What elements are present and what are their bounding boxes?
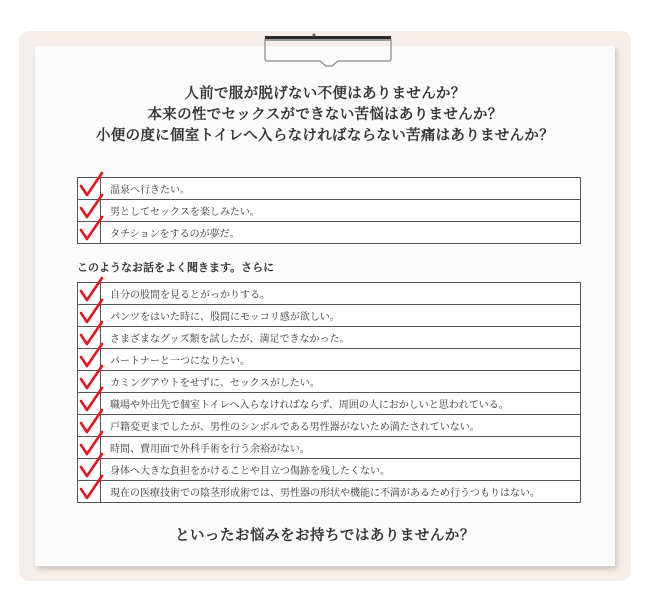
middle-text: このようなお話をよく聞きます。さらに [77,261,275,274]
clipboard-clip-icon [262,33,394,69]
list-item-text: 身体へ大きな負担をかけることや目立つ傷跡を残したくない。 [101,459,581,481]
checkmark-icon [79,216,103,242]
headline-line-2: 本来の性でセックスができない苦悩はありませんか？ [147,107,503,123]
list-item-text: パンツをはいた時に、股間にモッコリ感が欲しい。 [101,305,581,327]
list-item-text: カミングアウトをせずに、セックスがしたい。 [101,371,581,393]
list-item [78,283,581,305]
list-item [78,415,581,437]
list-item-text: タチションをするのが夢だ。 [101,222,581,244]
headline-line-1: 人前で服が脱げない不便はありませんか？ [184,86,466,102]
list-item-text: 時間、費用面で外科手術を行う余裕がない。 [101,437,581,459]
list-item-text: 職場や外出先で個室トイレへ入らなければならず、周囲の人におかしいと思われている。 [101,393,581,415]
list-item [78,178,581,200]
headline [35,84,615,147]
list-item-text: 男としてセックスを楽しみたい。 [101,200,581,222]
list-item [78,222,581,244]
list-item [78,305,581,327]
list-item-text: 自分の股間を見るとがっかりする。 [101,283,581,305]
list-item [78,349,581,371]
list-item-text: さまざまなグッズ類を試したが、満足できなかった。 [101,327,581,349]
list-item [78,481,581,503]
list-item [78,200,581,222]
list-item [78,371,581,393]
list-item-text: パートナーと一つになりたい。 [101,349,581,371]
checklist-bottom [77,282,581,503]
list-item [78,437,581,459]
checkmark-icon [79,475,103,501]
checklist-top [77,177,581,244]
list-item-text: 温泉へ行きたい。 [101,178,581,200]
closing-text: といったお悩みをお持ちではありませんか？ [175,528,475,544]
list-item [78,327,581,349]
list-item-text: 現在の医療技術での陰茎形成術では、男性器の形状や機能に不満があるため行うつもりはない。 [101,481,581,503]
list-item [78,459,581,481]
headline-line-3: 小便の度に個室トイレへ入らなければならない苦痛はありませんか？ [95,128,555,144]
list-item [78,393,581,415]
list-item-text: 戸籍変更までしたが、男性のシンボルである男性器がないため満たされていない。 [101,415,581,437]
